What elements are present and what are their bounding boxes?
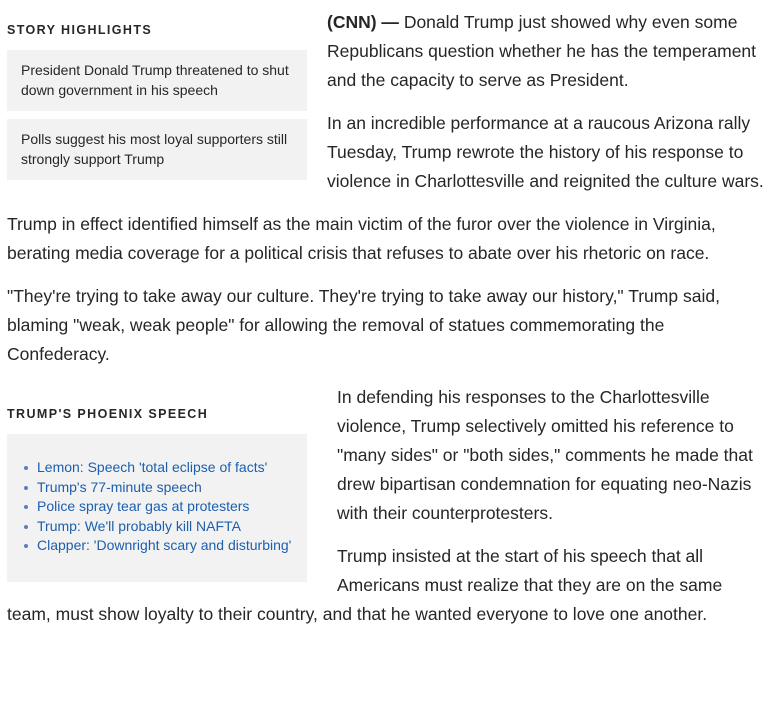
highlight-item: President Donald Trump threatened to shut down government in his speech xyxy=(7,50,307,111)
related-link-item[interactable] xyxy=(37,517,293,537)
article-paragraph: Trump in effect identified himself as the main victim of the furor over the violence in Virginia, berating media coverage for a political crisis that refuses to abate over his rhetoric on race. xyxy=(7,214,716,263)
story-highlights-title: STORY HIGHLIGHTS xyxy=(7,23,153,37)
related-link-item[interactable] xyxy=(37,478,293,498)
article-paragraph: In defending his responses to the Charlottesville violence, Trump selectively omitted his reference to "many sides" or "both sides," comments he made that drew bipartisan condemnation for equating neo-Nazis with their counterprotesters. xyxy=(337,387,753,523)
paragraph-text: Donald Trump just showed why even some Republicans question whether he has the temperament and the capacity to serve as President. xyxy=(327,12,757,90)
article-paragraph: Trump insisted at the start of his speech that all Americans must realize that they are on the same team, must show loyalty to their country, and that he wanted everyone to love one another. xyxy=(7,546,723,624)
article-paragraph: "They're trying to take away our culture. They're trying to take away our history," Trump said, blaming "weak, weak people" for allowing the removal of statues commemorating the Confederacy. xyxy=(7,286,720,364)
related-link[interactable]: Trump's 77-minute speech xyxy=(37,478,202,495)
phoenix-speech-title: TRUMP'S PHOENIX SPEECH xyxy=(7,407,209,421)
phoenix-speech-box xyxy=(7,397,307,582)
story-highlights-box xyxy=(7,0,307,188)
related-link-item[interactable] xyxy=(37,497,293,517)
related-link-item[interactable] xyxy=(37,536,293,556)
related-link[interactable]: Clapper: 'Downright scary and disturbing' xyxy=(37,537,292,553)
related-link[interactable]: Trump: We'll probably kill NAFTA xyxy=(37,517,241,534)
source-tag: (CNN) — xyxy=(327,12,399,32)
related-link[interactable]: Police spray tear gas at protesters xyxy=(37,498,250,514)
article-body xyxy=(7,0,767,643)
article-paragraph: In an incredible performance at a raucous Arizona rally Tuesday, Trump rewrote the history of his response to violence in Charlottesville and reignited the culture wars. xyxy=(327,113,764,191)
related-link[interactable]: Lemon: Speech 'total eclipse of facts' xyxy=(37,459,268,475)
highlight-item: Polls suggest his most loyal supporters still strongly support Trump xyxy=(7,119,307,180)
related-links-list xyxy=(7,434,307,582)
related-link-item[interactable] xyxy=(37,458,293,478)
